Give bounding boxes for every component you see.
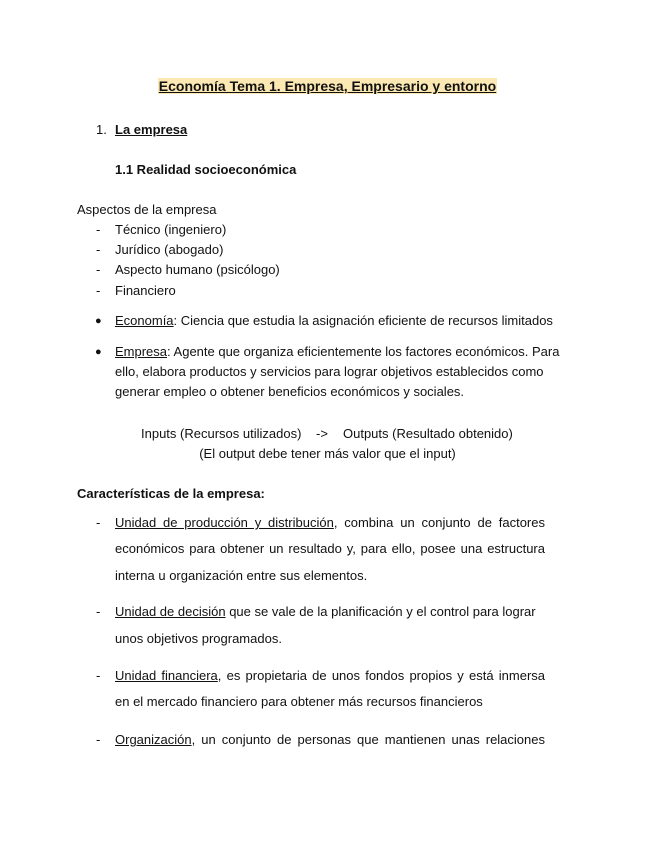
aspect-item: Aspecto humano (psicólogo)	[115, 262, 280, 277]
flow-arrow: ->	[316, 426, 328, 441]
characteristic-line: en el mercado financiero para obtener más recursos financieros	[115, 694, 483, 709]
characteristic-line	[115, 515, 545, 531]
document-title	[0, 78, 655, 94]
list-dash: -	[96, 262, 101, 277]
definition-empresa-line	[115, 344, 559, 360]
definition-term: Empresa	[115, 344, 168, 359]
definition-term: Economía	[115, 313, 174, 328]
list-dash: -	[96, 604, 101, 619]
list-dash: -	[96, 222, 101, 237]
characteristic-term: Unidad de decisión	[115, 604, 226, 619]
definition-text: : Agente que organiza eficientemente los factores económicos. Para	[167, 344, 560, 359]
list-dash: -	[96, 668, 101, 683]
characteristic-term: Unidad financiera	[115, 668, 218, 683]
list-dash: -	[96, 515, 101, 530]
flow-note: (El output debe tener más valor que el input)	[199, 446, 456, 461]
characteristic-text: , combina un conjunto de factores	[333, 515, 545, 530]
characteristic-text: , es propietaria de unos fondos propios y está inmersa	[217, 668, 545, 683]
subsection-heading: 1.1 Realidad socioeconómica	[115, 162, 297, 177]
bullet-icon: ●	[95, 315, 102, 327]
characteristic-term: Organización	[115, 732, 192, 747]
characteristics-heading: Características de la empresa:	[77, 486, 265, 501]
aspect-item: Financiero	[115, 283, 176, 298]
characteristic-text: , un conjunto de personas que mantienen unas relaciones	[191, 732, 545, 747]
list-dash: -	[96, 732, 101, 747]
list-dash: -	[96, 283, 101, 298]
definition-text: : Ciencia que estudia la asignación eficiente de recursos limitados	[173, 313, 553, 328]
list-dash: -	[96, 242, 101, 257]
characteristic-line: económicos para obtener un resultado y, para ello, posee una estructura	[115, 541, 545, 556]
flow-inputs: Inputs (Recursos utilizados)	[141, 426, 302, 441]
characteristic-line: interna u organización entre sus elementos.	[115, 568, 368, 583]
aspect-item: Jurídico (abogado)	[115, 242, 224, 257]
characteristic-line	[115, 732, 545, 748]
characteristic-line: unos objetivos programados.	[115, 631, 282, 646]
definition-empresa-line: generar empleo o obtener beneficios económicos y sociales.	[115, 384, 465, 399]
definition-economia	[115, 313, 553, 329]
section-number: 1.	[96, 122, 107, 137]
definition-empresa-line: ello, elabora productos y servicios para lograr objetivos establecidos como	[115, 364, 544, 379]
characteristic-line	[115, 668, 545, 684]
characteristic-term: Unidad de producción y distribución	[115, 515, 334, 530]
aspect-item: Técnico (ingeniero)	[115, 222, 227, 237]
aspects-heading: Aspectos de la empresa	[77, 202, 217, 217]
characteristic-line	[115, 604, 536, 620]
section-heading: La empresa	[115, 122, 188, 137]
flow-outputs: Outputs (Resultado obtenido)	[343, 426, 513, 441]
document-title-text: Economía Tema 1. Empresa, Empresario y entorno	[158, 78, 497, 94]
characteristic-text: que se vale de la planificación y el control para lograr	[225, 604, 536, 619]
bullet-icon: ●	[95, 346, 102, 358]
